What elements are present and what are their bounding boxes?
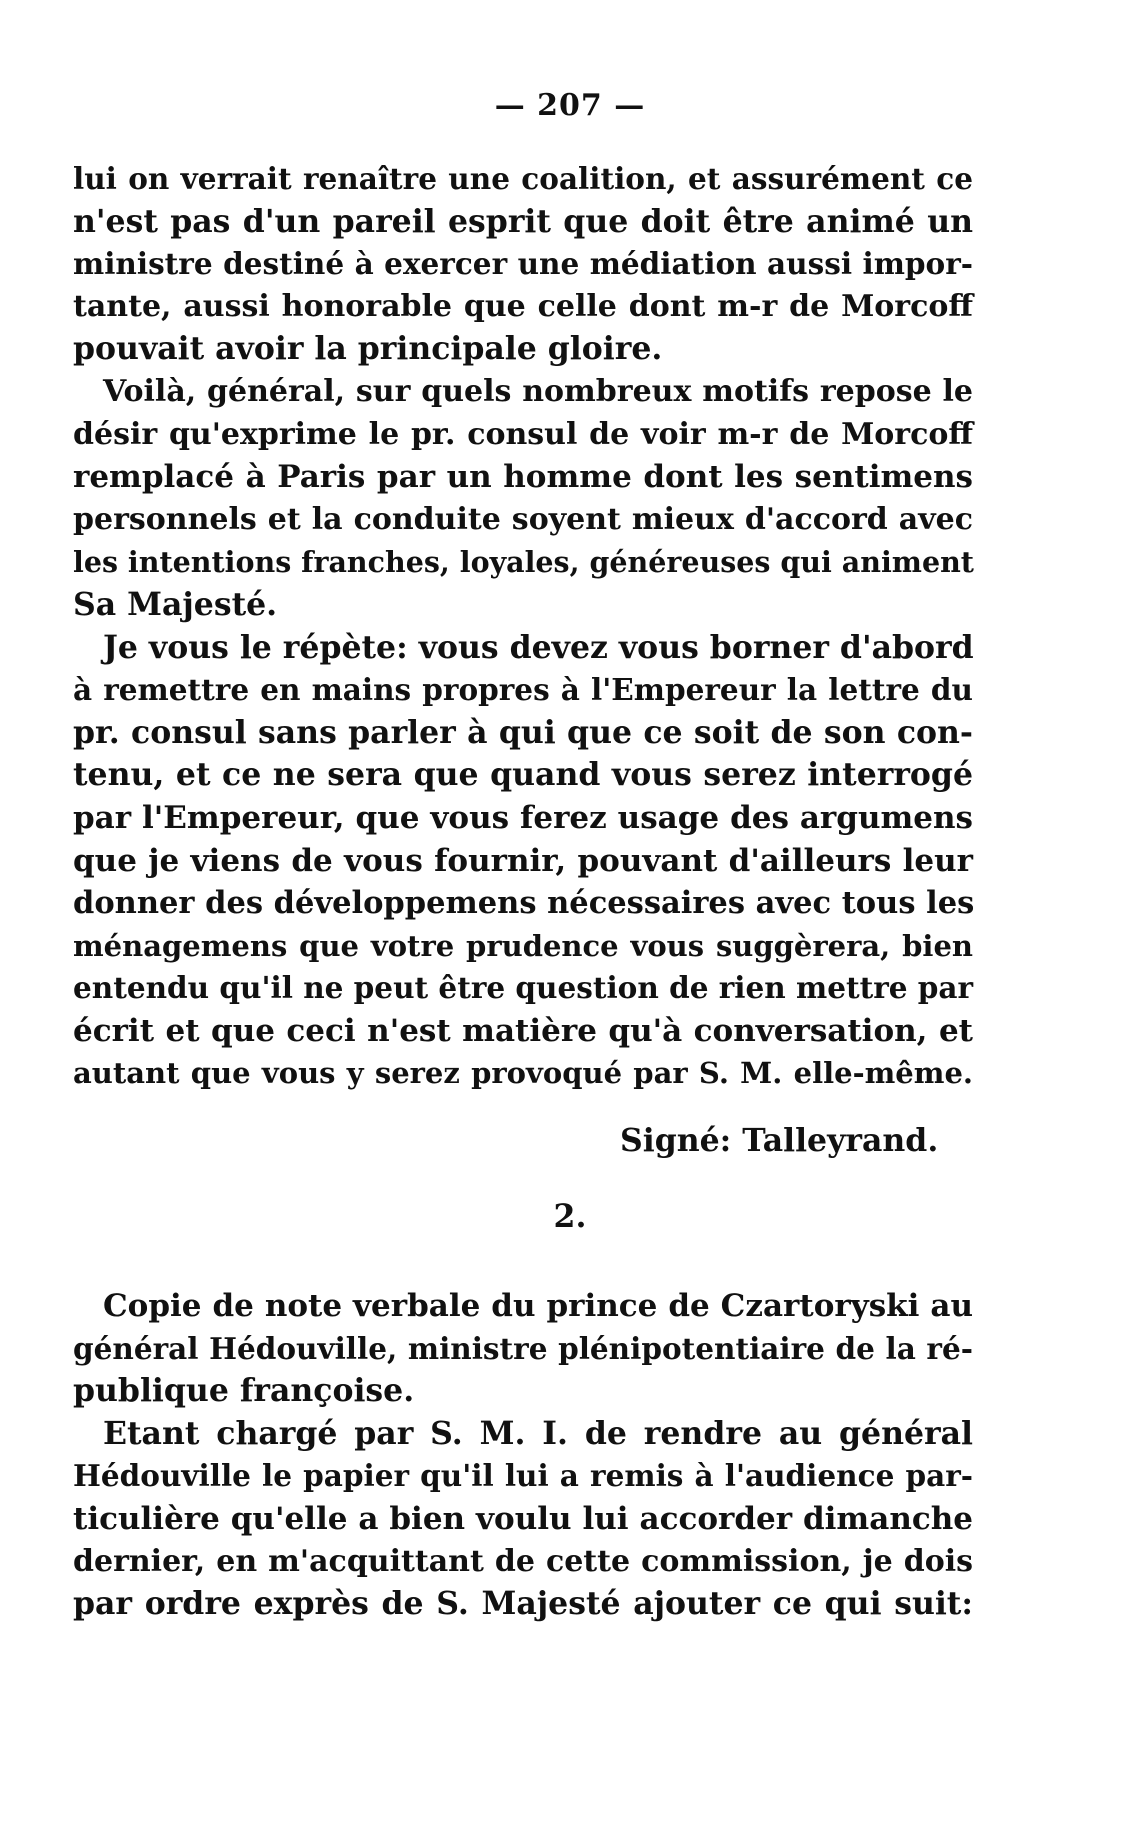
signature: Signé: Talleyrand. [620,1122,939,1159]
text-line: entendu qu'il ne peut être question de rien mettre par [73,970,974,1006]
text-line: Sa Majesté. [73,585,278,623]
text-line: publique françoise. [73,1372,415,1410]
text-line: pr. consul sans parler à qui que ce soit de son con- [73,713,973,751]
text-line: lui on verrait renaître une coalition, et assurément ce [73,161,973,196]
section-number: 2. [553,1198,587,1235]
text-line: tante, aussi honorable que celle dont m-r de Morcoff [73,288,973,324]
text-line: les intentions franches, loyales, généreuses qui animent [73,545,974,580]
text-line: par l'Empereur, que vous ferez usage des argumens [73,799,973,836]
text-line: Hédouville le papier qu'il lui a remis à l'audience par- [73,1458,973,1494]
text-line: écrit et que ceci n'est matière qu'à conversation, et [73,1012,973,1049]
text-line: tenu, et ce ne sera que quand vous serez interrogé [73,756,973,794]
text-line: personnels et la conduite soyent mieux d'accord avec [73,501,973,537]
text-line: ticulière qu'elle a bien voulu lui accorder dimanche [73,1500,973,1537]
text-line: dernier, en m'acquittant de cette commission, je dois [73,1543,973,1579]
text-line: que je viens de vous fournir, pouvant d'ailleurs leur [73,842,973,879]
text-line: n'est pas d'un pareil esprit que doit être animé un [73,202,973,240]
text-line: Je vous le répète: vous devez vous borner d'abord [103,628,974,666]
text-line: ménagemens que votre prudence vous suggèrera, bien [73,928,973,963]
text-line: ministre destiné à exercer une médiation aussi impor- [73,246,973,282]
text-line: à remettre en mains propres à l'Empereur la lettre du [73,672,973,708]
text-line: Voilà, général, sur quels nombreux motifs repose le [103,373,973,409]
text-line: Etant chargé par S. M. I. de rendre au général [103,1414,973,1452]
text-line: général Hédouville, ministre plénipotentiaire de la ré- [73,1330,973,1366]
text-line: par ordre exprès de S. Majesté ajouter ce qui suit: [73,1585,973,1623]
text-line: remplacé à Paris par un homme dont les sentimens [73,459,973,496]
letter-body [73,158,973,1095]
text-line: donner des développemens nécessaires avec tous les [73,885,975,922]
text-line: Copie de note verbale du prince de Czartoryski au [103,1288,973,1324]
note-body [73,1285,973,1626]
page-number: — 207 — [494,88,646,123]
text-line: désir qu'exprime le pr. consul de voir m-r de Morcoff [73,416,973,452]
text-line: autant que vous y serez provoqué par S. M. elle-même. [73,1056,973,1091]
text-line: pouvait avoir la principale gloire. [73,330,663,368]
